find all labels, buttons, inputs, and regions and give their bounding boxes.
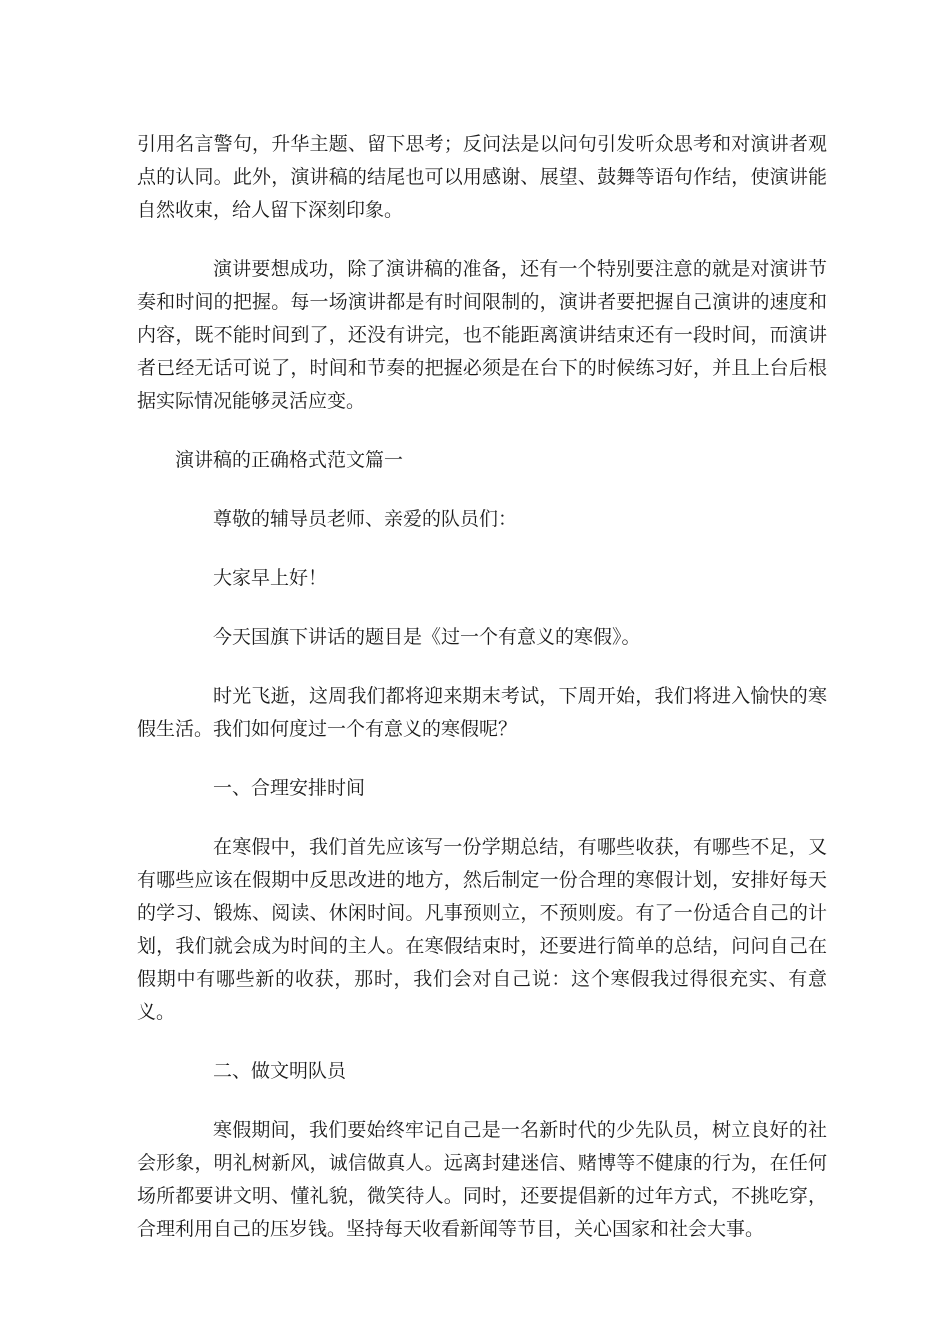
document-page [137,128,827,1246]
paragraph-closing-techniques: 引用名言警句，升华主题、留下思考；反问法是以问句引发听众思考和对演讲者观点的认同。此外，演讲稿的结尾也可以用感谢、展望、鼓舞等语句作结，使演讲能自然收束，给人留下深刻印象。 [137,133,827,221]
paragraph-intro: 时光飞逝，这周我们都将迎来期末考试，下周开始，我们将进入愉快的寒假生活。我们如何度过一个有意义的寒假呢？ [137,685,827,740]
greeting: 大家早上好！ [213,567,328,589]
speech-topic: 今天国旗下讲话的题目是《过一个有意义的寒假》。 [213,626,641,648]
paragraph-timing: 演讲要想成功，除了演讲稿的准备，还有一个特别要注意的就是对演讲节奏和时间的把握。每一场演讲都是有时间限制的，演讲者要把握自己演讲的速度和内容，既不能时间到了，还没有讲完，也不能距离演讲结束还有一段时间，而演讲者已经无话可说了，时间和节奏的把握必须是在台下的时候练习好，并且上台后根据实际情况能够灵活应变。 [137,258,827,412]
paragraph-time-plan: 在寒假中，我们首先应该写一份学期总结，有哪些收获，有哪些不足，又有哪些应该在假期中反思改进的地方，然后制定一份合理的寒假计划，安排好每天的学习、锻炼、阅读、休闲时间。凡事预则立，不预则废。有了一份适合自己的计划，我们就会成为时间的主人。在寒假结束时，还要进行简单的总结，问问自己在假期中有哪些新的收获，那时，我们会对自己说：这个寒假我过得很充实、有意义。 [137,836,827,1023]
section-title: 演讲稿的正确格式范文篇一 [175,449,404,471]
subheading-civility: 二、做文明队员 [213,1060,347,1082]
paragraph-civility: 寒假期间，我们要始终牢记自己是一名新时代的少先队员，树立良好的社会形象，明礼树新风，诚信做真人。远离封建迷信、赌博等不健康的行为，在任何场所都要讲文明、懂礼貌，微笑待人。同时，还要提倡新的过年方式，不挑吃穿，合理利用自己的压岁钱。坚持每天收看新闻等节目，关心国家和社会大事。 [137,1119,827,1240]
salutation: 尊敬的辅导员老师、亲爱的队员们： [213,508,518,530]
subheading-time: 一、合理安排时间 [213,777,366,799]
